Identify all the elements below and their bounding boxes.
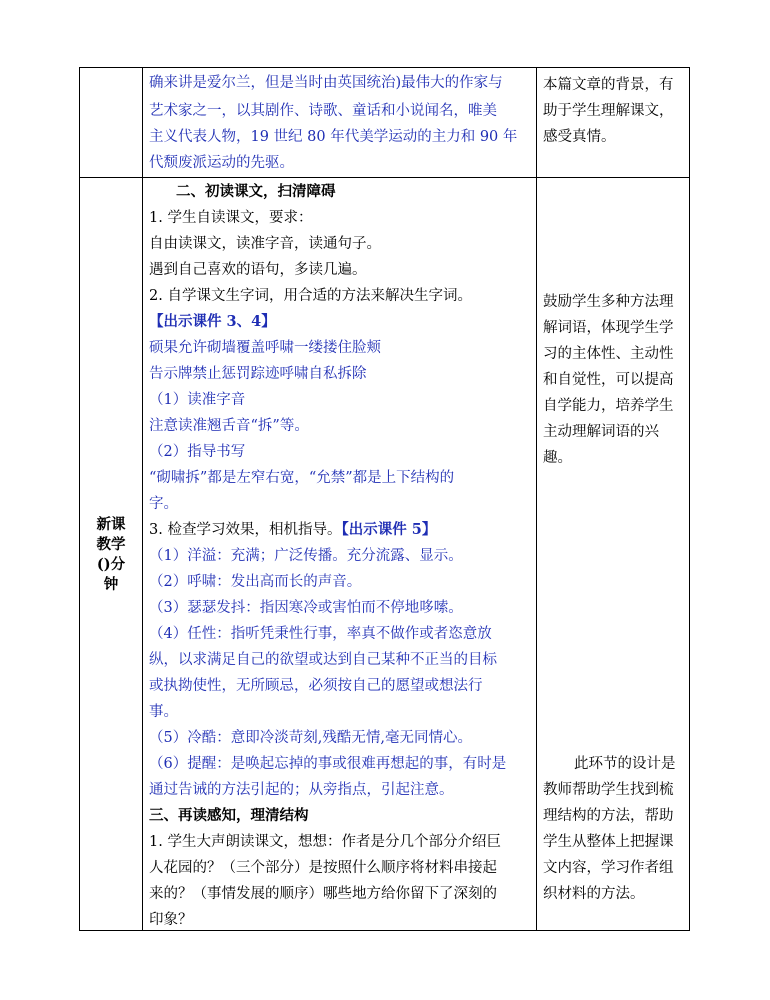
note-line: 趣。 (543, 450, 572, 466)
note-line: 理结构的方法，帮助 (543, 808, 674, 824)
question-line: 来的？（事情发展的顺序）哪些地方给你留下了深刻的 (149, 886, 497, 902)
subheading-writing: （2）指导书写 (149, 444, 246, 460)
courseware-tag: 【出示课件 5】 (341, 521, 437, 538)
row-divider (79, 177, 690, 178)
step-2: 2. 自学课文生字词，用合适的方法来解决生字词。 (149, 288, 472, 304)
section-label-line: 新课 (96, 516, 126, 533)
vocab-line: 告示牌禁止惩罚踪迹呼啸自私拆除 (149, 366, 367, 382)
definition: （4）任性：指听凭秉性行事，率真不做作或者恣意放 (149, 626, 492, 642)
step-3 (149, 517, 436, 543)
section-label (80, 515, 142, 595)
definition: （1）洋溢：充满；广泛传播。充分流露、显示。 (149, 548, 463, 564)
note-line: 自学能力，培养学生 (543, 398, 674, 414)
step-3-text: 3. 检查学习效果，相机指导。 (149, 522, 342, 538)
row1-content-line: 代颓废派运动的先驱。 (149, 155, 294, 171)
pronunciation-note: 注意读准翘舌音“拆”等。 (149, 418, 309, 434)
note-line: 织材料的方法。 (543, 886, 645, 902)
note-line: 习的主体性、主动性 (543, 346, 674, 362)
heading-first-reading: 二、初读课文，扫清障碍 (176, 183, 336, 200)
definition: 纵，以求满足自己的欲望或达到自己某种不正当的目标 (149, 652, 497, 668)
definition: （3）瑟瑟发抖：指因寒冷或害怕而不停地哆嗦。 (149, 600, 463, 616)
row1-content-line: 确来讲是爱尔兰，但是当时由英国统治)最伟大的作家与 (149, 75, 503, 91)
requirement-1: 自由读课文，读准字音，读通句子。 (149, 236, 381, 252)
note-line: 鼓励学生多种方法理 (543, 294, 674, 310)
vocab-line: 硕果允许砌墙覆盖呼啸一缕搂住脸颊 (149, 340, 381, 356)
note-line: 此环节的设计是 (574, 756, 676, 772)
question-line: 1. 学生大声朗读课文，想想：作者是分几个部分介绍巨 (149, 834, 501, 850)
note-line: 解词语，体现学生学 (543, 320, 674, 336)
writing-note: 字。 (149, 496, 178, 512)
row1-note-line: 助于学生理解课文， (543, 103, 674, 119)
column-divider-2 (536, 67, 537, 931)
note-line: 教师帮助学生找到梳 (543, 782, 674, 798)
note-line: 文内容，学习作者组 (543, 860, 674, 876)
definition: （5）冷酷：意即冷淡苛刻,残酷无情,毫无同情心。 (149, 730, 472, 746)
definition: 或执拗使性，无所顾忌，必须按自己的愿望或想法行 (149, 678, 483, 694)
writing-note: “砌啸拆”都是左窄右宽，“允禁”都是上下结构的 (149, 470, 455, 486)
column-divider-1 (142, 67, 143, 931)
step-1: 1. 学生自读课文，要求： (149, 210, 313, 226)
table-top-border (79, 67, 690, 68)
section-label-line: 钟 (103, 576, 119, 593)
note-line: 和自觉性，可以提高 (543, 372, 674, 388)
section-label-line: 教学 (96, 536, 126, 553)
definition: 事。 (149, 704, 178, 720)
definition: （6）提醒：是唤起忘掉的事或很难再想起的事，有时是 (149, 756, 507, 772)
requirement-2: 遇到自己喜欢的语句，多读几遍。 (149, 262, 367, 278)
definition: （2）呼啸：发出高而长的声音。 (149, 574, 362, 590)
left-border (79, 67, 80, 931)
question-line: 人花园的？（三个部分）是按照什么顺序将材料串接起 (149, 860, 497, 876)
courseware-tag: 【出示课件 3、4】 (149, 313, 276, 330)
row1-note-line: 感受真情。 (543, 129, 616, 145)
right-border (689, 67, 690, 931)
row1-note-line: 本篇文章的背景，有 (543, 77, 674, 93)
subheading-pronunciation: （1）读准字音 (149, 392, 246, 408)
note-line: 学生从整体上把握课 (543, 834, 674, 850)
note-line: 主动理解词语的兴 (543, 424, 659, 440)
heading-second-reading: 三、再读感知，理清结构 (149, 807, 309, 824)
definition: 通过告诫的方法引起的；从旁指点，引起注意。 (149, 782, 454, 798)
row1-content-line: 主义代表人物，19 世纪 80 年代美学运动的主力和 90 年 (149, 129, 518, 145)
row1-content-line: 艺术家之一，以其剧作、诗歌、童话和小说闻名，唯美 (149, 103, 497, 119)
question-line: 印象？ (149, 912, 193, 928)
section-label-line: ()分 (96, 556, 126, 573)
